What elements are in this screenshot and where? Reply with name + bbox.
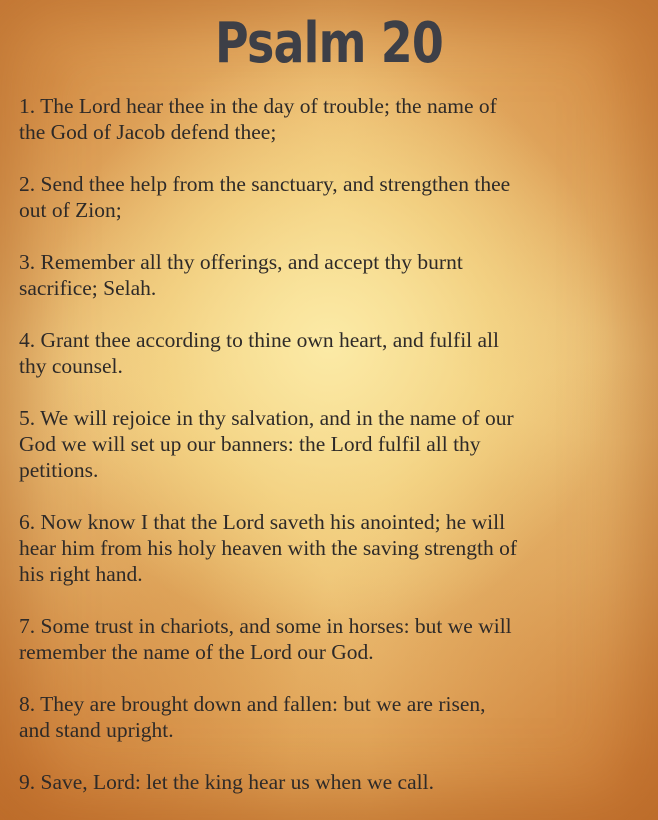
verse-6: 6. Now know I that the Lord saveth his anointed; he will hear him from his holy heaven with the saving strength of his right hand. bbox=[19, 510, 517, 586]
verse-9: 9. Save, Lord: let the king hear us when we call. bbox=[19, 770, 434, 794]
verse-5: 5. We will rejoice in thy salvation, and in the name of our God we will set up our banners: the Lord fulfil all thy petitions. bbox=[19, 406, 514, 482]
verse-4: 4. Grant thee according to thine own heart, and fulfil all thy counsel. bbox=[19, 328, 500, 378]
verse-list bbox=[19, 93, 649, 820]
page-title: Psalm 20 bbox=[214, 11, 444, 76]
verse-8: 8. They are brought down and fallen: but we are risen, and stand upright. bbox=[19, 692, 486, 742]
verse-3: 3. Remember all thy offerings, and accept thy burnt sacrifice; Selah. bbox=[19, 250, 463, 300]
verse-7: 7. Some trust in chariots, and some in horses: but we will remember the name of the Lord our God. bbox=[19, 614, 512, 664]
verse-2: 2. Send thee help from the sanctuary, and strengthen thee out of Zion; bbox=[19, 172, 511, 222]
verse-1: 1. The Lord hear thee in the day of trouble; the name of the God of Jacob defend thee; bbox=[19, 94, 497, 144]
